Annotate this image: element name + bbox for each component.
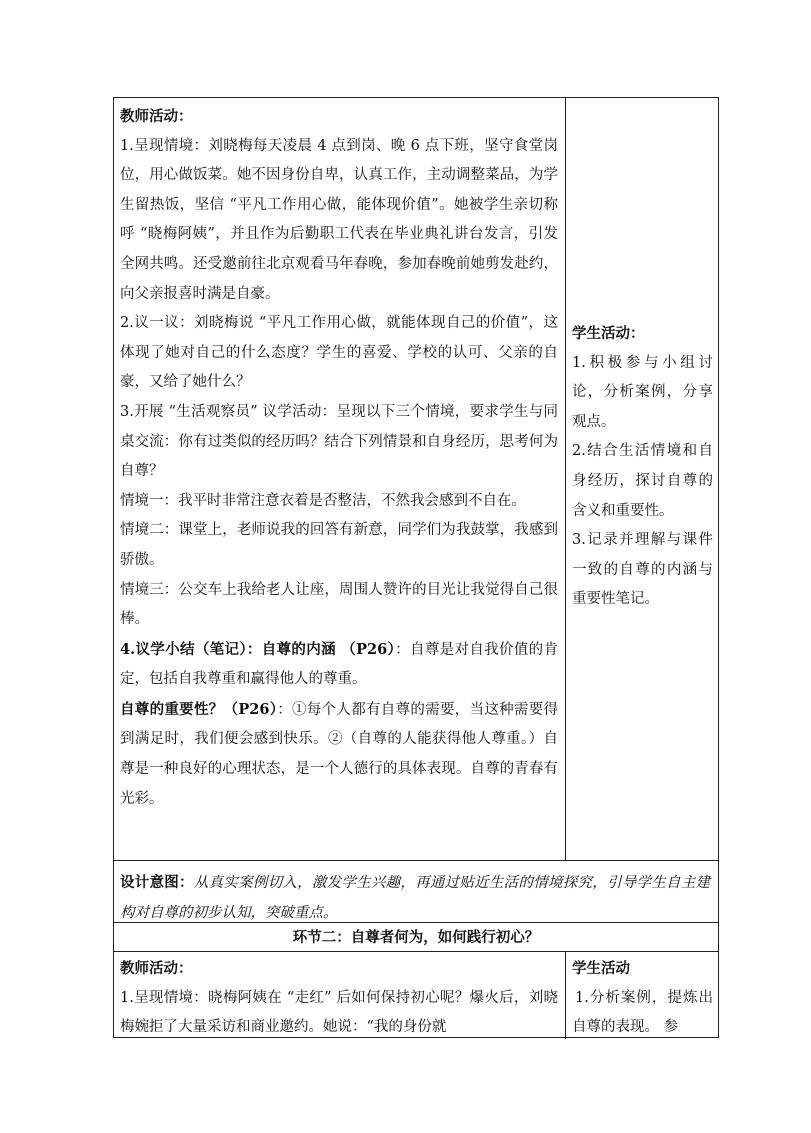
importance-heading: 自尊的重要性？（P26） [120,700,278,718]
teacher-item-2-1: 1.呈现情境：晓梅阿姨在 “走红” 后如何保持初心呢？爆火后，刘晓梅婉拒了大量采访和商业邀约。她说：“我的身份就 [120,989,558,1036]
student-activity-cell [572,319,713,615]
teacher-activity-cell-2 [120,954,558,1043]
section-title: 环节二：自尊者何为，如何践行初心？ [292,929,540,946]
teacher-item-2: 2.议一议：刘晓梅说 “平凡工作用心做，就能体现自己的价值”，这体现了她对自己的什么态度？学生的喜爱、学校的认可、父亲的自豪，又给了她什么？ [120,315,558,391]
student-activity-heading: 学生活动： [572,325,645,342]
student-item-1: 1.积极参与小组讨论，分析案例，分享观点。 [572,354,713,430]
teacher-item-1: 1.呈现情境：刘晓梅每天凌晨 4 点到岗、晚 6 点下班，坚守食堂岗位，用心做饭菜。她不因身份自卑，认真工作，主动调整菜品，为学生留热饭，坚信 “平凡工作用心做，能体现价值”。她被学生亲切称呼 “晓梅阿姨”，并且作为后勤职工代表在毕业典礼讲台发言，引发全网共鸣。还受邀前往北京观看马年春晚，参加春晚前她剪发赴约，向父亲报喜时满是自豪。 [120,137,558,302]
teacher-activity-heading-2: 教师活动： [120,960,193,977]
column-divider-bottom [565,951,566,1039]
scene-2: 情境二：课堂上，老师说我的回答有新意，同学们为我鼓掌，我感到骄傲。 [120,522,558,568]
teacher-activity-heading: 教师活动： [120,108,193,125]
design-intent-label: 设计意图： [120,875,194,891]
student-item-2-1: 1.分析案例，提炼出自尊的表现。 参 [572,989,713,1036]
teacher-item-3: 3.开展 “生活观察员” 议学活动：呈现以下三个情境，要求学生与同桌交流：你有过类似的经历吗？结合下列情景和自身经历，思考何为自尊？ [120,403,558,480]
design-intent-text: 从真实案例切入，激发学生兴趣，再通过贴近生活的情境探究，引导学生自主建构对自尊的初步认知，突破重点。 [120,875,711,921]
scene-1: 情境一：我平时非常注意衣着是否整洁，不然我会感到不自在。 [120,492,526,509]
lesson-plan-table [113,97,719,1038]
student-item-3: 3.记录并理解与课件一致的自尊的内涵与重要性笔记。 [572,532,713,608]
summary-text: ：自尊是对自我价值的肯定，包括自我尊重和赢得他人的尊重。 [120,641,559,688]
importance-paragraph [120,695,558,814]
teacher-item-4 [120,635,558,695]
column-divider-top [565,98,566,860]
student-activity-heading-2: 学生活动 [572,960,630,977]
design-intent [120,868,710,928]
teacher-activity-cell [120,102,558,814]
student-item-2: 2.结合生活情境和自身经历，探讨自尊的含义和重要性。 [572,443,713,519]
scene-3: 情境三：公交车上我给老人让座，周围人赞许的目光让我觉得自己很棒。 [120,581,558,628]
row-divider-1 [114,860,718,861]
summary-heading: 4.议学小结（笔记）：自尊的内涵 （P26） [120,640,396,658]
student-activity-cell-2 [572,954,713,1043]
importance-text: ：①每个人都有自尊的需要，当这种需要得到满足时，我们便会感到快乐。②（自尊的人能获得他人尊重。）自尊是一种良好的心理状态，是一个人德行的具体表现。自尊的青春有光彩。 [120,701,558,807]
